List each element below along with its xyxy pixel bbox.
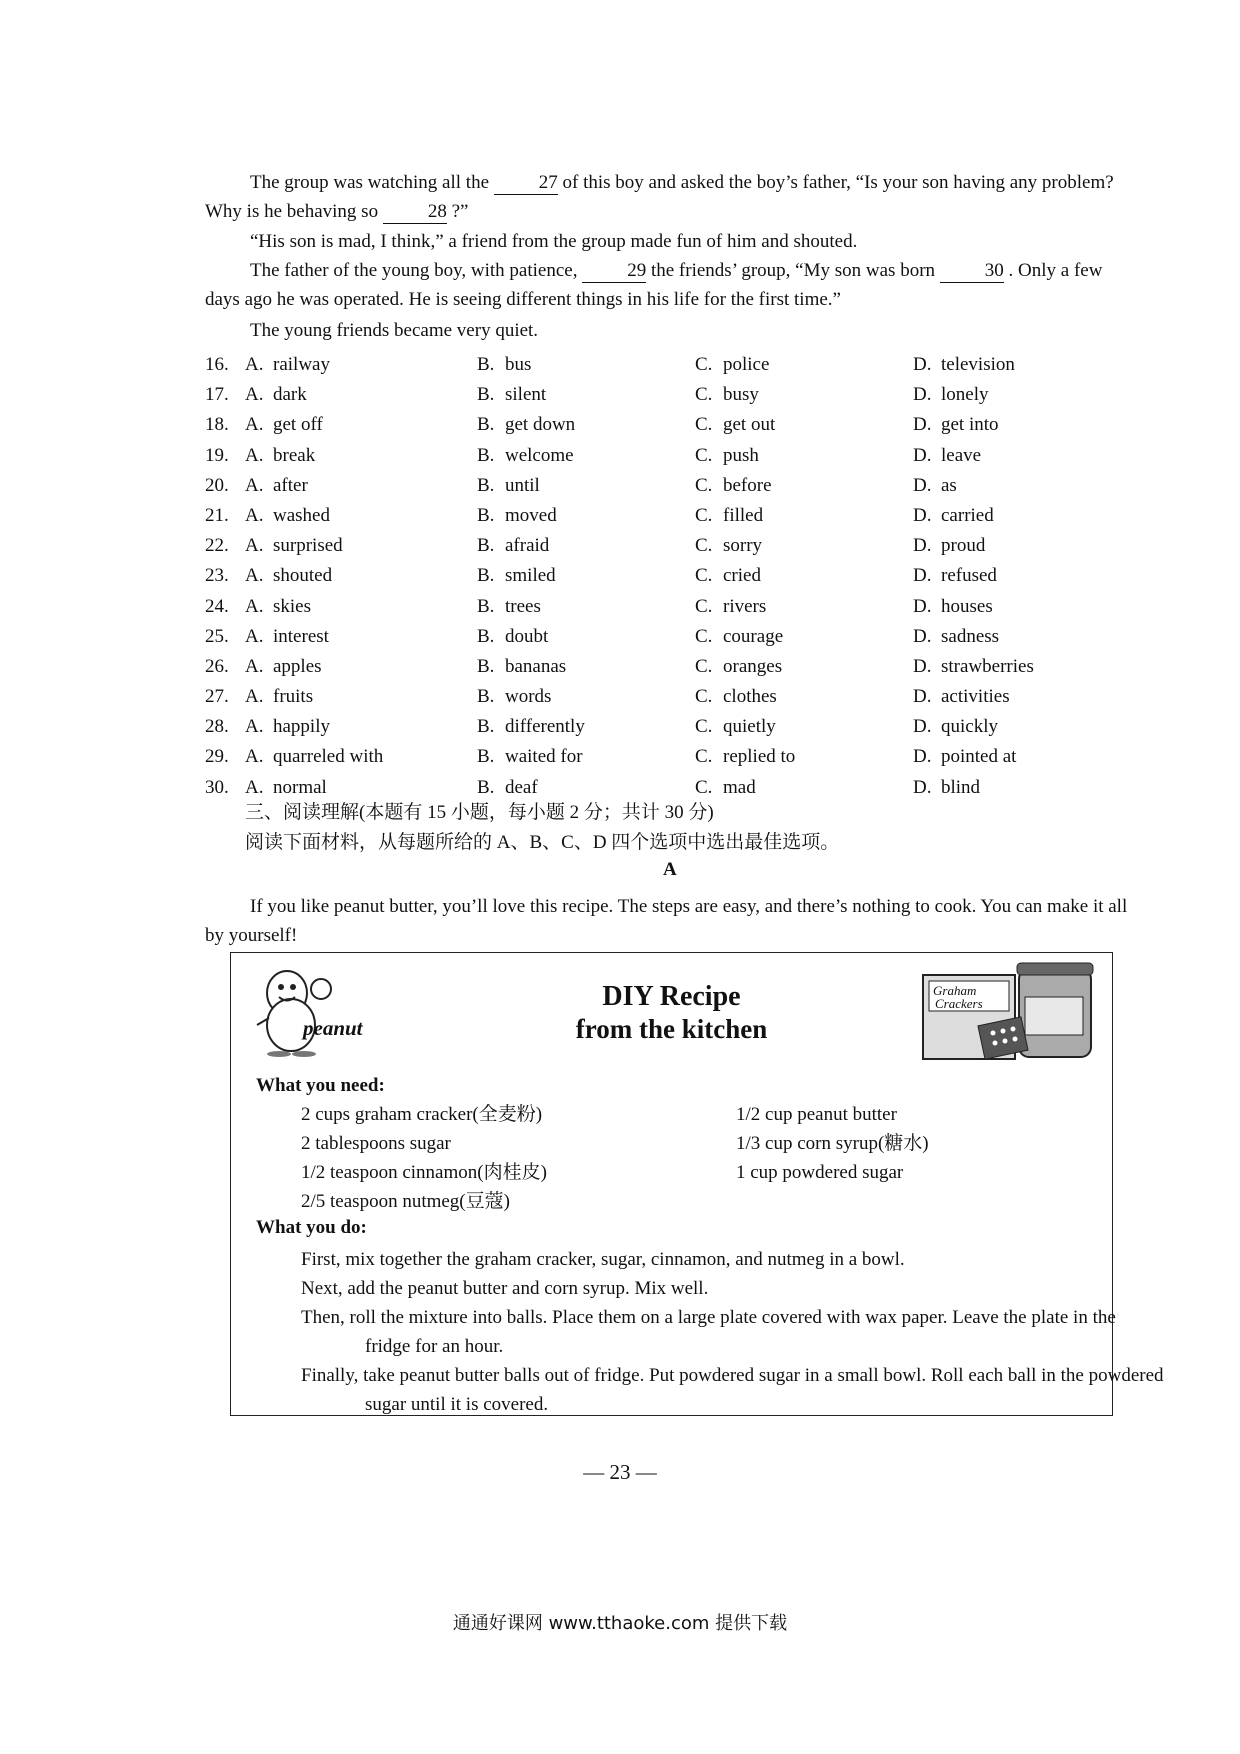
recipe-title: DIY Recipe (602, 981, 741, 1012)
option-text: police (723, 354, 770, 375)
recipe-subtitle: from the kitchen (575, 1014, 768, 1044)
option-letter: B. (477, 444, 495, 466)
answer-option (477, 742, 583, 772)
question-row (205, 471, 1105, 501)
option-letter: A. (245, 595, 264, 617)
answer-option (913, 380, 989, 410)
question-number: 16. (205, 354, 229, 375)
option-text: blind (941, 776, 981, 798)
answer-option (695, 350, 769, 380)
question-row (205, 441, 1105, 471)
passage-paragraph-4: The young friends became very quiet. (250, 320, 539, 341)
answer-option (913, 561, 997, 591)
option-text: carried (941, 504, 994, 526)
ingredient-item: 2 cups graham cracker(全麦粉) (301, 1104, 543, 1125)
section-instruction: 阅读下面材料，从每题所给的 A、B、C、D 四个选项中选出最佳选项。 (245, 832, 840, 853)
question-row (205, 682, 1105, 712)
answer-option (477, 561, 556, 591)
answer-option (913, 773, 980, 803)
question-row (205, 501, 1105, 531)
option-text: get off (273, 414, 323, 436)
option-text: smiled (505, 565, 556, 587)
question-number: 23. (205, 565, 229, 587)
option-text: replied to (723, 746, 796, 768)
option-letter: D. (913, 716, 932, 738)
option-letter: D. (913, 354, 932, 375)
option-text: washed (273, 504, 330, 526)
question-row (205, 380, 1105, 410)
graham-crackers-jar-icon (921, 961, 1096, 1063)
option-letter: C. (695, 776, 713, 798)
box-label: Crackers (935, 996, 983, 1011)
option-letter: C. (695, 655, 713, 677)
answer-option (695, 531, 762, 561)
answer-option (477, 350, 531, 380)
ingredient-item: 1 cup powdered sugar (736, 1162, 904, 1183)
option-letter: D. (913, 686, 932, 708)
answer-option (245, 501, 330, 531)
ingredient-item: 1/3 cup corn syrup(糖水) (736, 1133, 929, 1154)
option-letter: B. (477, 595, 495, 617)
option-text: trees (505, 595, 541, 617)
passage-text: The group was watching all the (250, 172, 490, 193)
option-letter: D. (913, 776, 932, 798)
option-text: refused (941, 565, 997, 587)
answer-option (695, 561, 761, 591)
option-text: proud (941, 535, 986, 557)
option-text: get out (723, 414, 776, 436)
option-text: words (505, 686, 552, 708)
option-letter: A. (245, 776, 264, 798)
question-row (205, 410, 1105, 440)
answer-option (477, 652, 566, 682)
option-text: oranges (723, 655, 783, 677)
answer-option (245, 350, 330, 380)
option-text: lonely (941, 384, 989, 406)
answer-option (245, 742, 383, 772)
passage-paragraph-2: “His son is mad, I think,” a friend from the group made fun of him and shouted. (250, 231, 858, 252)
option-letter: A. (245, 716, 264, 738)
option-letter: C. (695, 444, 713, 466)
option-letter: D. (913, 746, 932, 768)
answer-option (245, 682, 313, 712)
option-text: houses (941, 595, 993, 617)
option-text: surprised (273, 535, 343, 557)
box-label: Graham (933, 983, 977, 998)
answer-option (695, 380, 759, 410)
recipe-step: First, mix together the graham cracker, sugar, cinnamon, and nutmeg in a bowl. (301, 1249, 905, 1270)
answer-option (695, 682, 777, 712)
option-text: quarreled with (273, 746, 384, 768)
answer-option (913, 410, 999, 440)
option-letter: C. (695, 474, 713, 496)
option-text: before (723, 474, 772, 496)
option-text: get into (941, 414, 999, 436)
option-letter: D. (913, 595, 932, 617)
option-letter: B. (477, 504, 495, 526)
option-text: fruits (273, 686, 314, 708)
answer-option (477, 441, 574, 471)
question-number: 30. (205, 776, 229, 798)
option-text: mad (723, 776, 756, 798)
answer-option (477, 501, 557, 531)
answer-option (695, 622, 783, 652)
passage-text: the friends’ group, “My son was born (650, 260, 936, 281)
option-text: break (273, 444, 316, 466)
option-text: busy (723, 384, 759, 406)
answer-option (695, 501, 763, 531)
answer-option (245, 561, 332, 591)
answer-option (245, 622, 329, 652)
option-letter: D. (913, 474, 932, 496)
footer-text: 通通好课网 www.tthaoke.com 提供下载 (452, 1613, 788, 1634)
option-letter: C. (695, 354, 713, 375)
option-letter: B. (477, 716, 495, 738)
option-letter: D. (913, 504, 932, 526)
option-letter: A. (245, 565, 264, 587)
answer-option (695, 652, 782, 682)
option-text: happily (273, 716, 330, 738)
question-number: 29. (205, 746, 229, 768)
option-letter: A. (245, 686, 264, 708)
question-number: 26. (205, 655, 229, 677)
option-text: until (505, 474, 540, 496)
question-row (205, 712, 1105, 742)
option-letter: D. (913, 625, 932, 647)
answer-option (477, 471, 540, 501)
answer-option (245, 410, 323, 440)
option-letter: D. (913, 444, 932, 466)
option-text: dark (273, 384, 307, 406)
question-row (205, 561, 1105, 591)
answer-option (245, 652, 322, 682)
answer-option (477, 531, 549, 561)
option-text: normal (273, 776, 327, 798)
answer-option (245, 471, 308, 501)
option-letter: B. (477, 535, 495, 557)
answer-option (913, 652, 1034, 682)
option-text: filled (723, 504, 764, 526)
option-text: sadness (941, 625, 1000, 647)
answer-option (477, 682, 551, 712)
question-number: 27. (205, 686, 229, 708)
option-letter: C. (695, 535, 713, 557)
option-letter: A. (245, 414, 264, 436)
recipe-step: Finally, take peanut butter balls out of fridge. Put powdered sugar in a small bowl. Roll each ball in the powdered sugar until it is covered. (301, 1365, 1164, 1415)
option-text: skies (273, 595, 311, 617)
option-letter: A. (245, 625, 264, 647)
ingredient-item: 2 tablespoons sugar (301, 1133, 451, 1154)
option-letter: B. (477, 776, 495, 798)
option-text: pointed at (941, 746, 1017, 768)
ingredient-item: 1/2 teaspoon cinnamon(肉桂皮) (301, 1162, 547, 1183)
question-number: 21. (205, 504, 229, 526)
recipe-box (230, 952, 1164, 1416)
answer-option (477, 712, 585, 742)
option-text: rivers (723, 595, 767, 617)
option-text: activities (941, 686, 1010, 708)
answer-option (913, 742, 1016, 772)
question-number: 17. (205, 384, 229, 406)
section-heading: 三、阅读理解(本题有 15 小题，每小题 2 分；共计 30 分) (245, 802, 714, 823)
blank-28: 28 (383, 201, 447, 224)
option-letter: B. (477, 686, 495, 708)
option-text: courage (723, 625, 784, 647)
option-letter: A. (245, 474, 264, 496)
option-letter: A. (245, 746, 264, 768)
answer-option (695, 592, 766, 622)
option-letter: B. (477, 655, 495, 677)
answer-option (695, 441, 759, 471)
option-text: doubt (505, 625, 549, 647)
option-letter: D. (913, 565, 932, 587)
option-text: sorry (723, 535, 763, 557)
question-number: 22. (205, 535, 229, 557)
question-row (205, 622, 1105, 652)
passage-label: A (663, 859, 677, 880)
option-text: deaf (505, 776, 538, 798)
option-text: strawberries (941, 655, 1034, 677)
option-text: apples (273, 655, 322, 677)
option-text: leave (941, 444, 982, 466)
page-number: — 23 — (583, 1460, 657, 1484)
option-letter: B. (477, 354, 495, 375)
answer-option (245, 441, 315, 471)
ingredient-item: 1/2 cup peanut butter (736, 1104, 897, 1125)
option-letter: B. (477, 746, 495, 768)
passage-paragraph-3 (205, 256, 1140, 314)
passage-text: The father of the young boy, with patience, (250, 260, 578, 281)
what-you-do-heading: What you do: (256, 1217, 367, 1238)
option-text: railway (273, 354, 330, 375)
option-text: television (941, 354, 1015, 375)
answer-option (245, 531, 343, 561)
recipe-step: Then, roll the mixture into balls. Place them on a large plate covered with wax paper. Leave the plate in the fridge for an hour. (301, 1307, 1116, 1357)
option-text: bananas (505, 655, 567, 677)
answer-option (913, 350, 1015, 380)
option-letter: D. (913, 655, 932, 677)
answer-option (913, 592, 993, 622)
question-row (205, 742, 1105, 772)
option-letter: C. (695, 595, 713, 617)
option-letter: B. (477, 384, 495, 406)
option-letter: C. (695, 716, 713, 738)
answer-option (913, 622, 999, 652)
option-text: quickly (941, 716, 998, 738)
answer-option (477, 380, 546, 410)
answer-option (913, 682, 1010, 712)
question-number: 20. (205, 474, 229, 496)
question-number: 19. (205, 444, 229, 466)
question-row (205, 350, 1105, 380)
option-text: push (723, 444, 759, 466)
answer-option (695, 410, 775, 440)
option-letter: A. (245, 444, 264, 466)
option-letter: C. (695, 625, 713, 647)
answer-option (695, 742, 795, 772)
answer-option (913, 712, 998, 742)
ingredient-item: 2/5 teaspoon nutmeg(豆蔻) (301, 1191, 510, 1212)
answer-option (695, 471, 772, 501)
answer-option (913, 441, 981, 471)
option-text: shouted (273, 565, 333, 587)
option-letter: A. (245, 535, 264, 557)
question-number: 18. (205, 414, 229, 436)
option-letter: C. (695, 746, 713, 768)
answer-option (245, 380, 307, 410)
option-letter: B. (477, 474, 495, 496)
answer-option (695, 712, 776, 742)
option-text: bus (505, 354, 532, 375)
option-text: after (273, 474, 308, 496)
option-letter: D. (913, 384, 932, 406)
logo-word: peanut (303, 1016, 363, 1040)
passage-paragraph-1 (205, 168, 1140, 226)
question-row (205, 531, 1105, 561)
option-text: silent (505, 384, 547, 406)
answer-option (245, 712, 330, 742)
option-text: get down (505, 414, 576, 436)
option-text: as (941, 474, 957, 496)
option-letter: B. (477, 565, 495, 587)
question-number: 28. (205, 716, 229, 738)
question-row (205, 592, 1105, 622)
option-letter: C. (695, 504, 713, 526)
blank-27: 27 (494, 172, 558, 195)
passage-text: of this boy and asked the boy’s father, “Is your son having any problem? Why is he behaving so (205, 172, 1114, 222)
option-letter: C. (695, 565, 713, 587)
blank-30: 30 (940, 260, 1004, 283)
option-text: interest (273, 625, 329, 647)
question-number: 24. (205, 595, 229, 617)
question-number: 25. (205, 625, 229, 647)
option-letter: D. (913, 535, 932, 557)
option-letter: C. (695, 686, 713, 708)
question-row (205, 652, 1105, 682)
option-text: welcome (505, 444, 574, 466)
option-text: clothes (723, 686, 777, 708)
answer-option (477, 592, 541, 622)
recipe-step: Next, add the peanut butter and corn syrup. Mix well. (301, 1278, 709, 1299)
option-text: waited for (505, 746, 583, 768)
passage-text: . Only a few days ago he was operated. He is seeing different things in his life for the first time.” (205, 260, 1103, 310)
option-letter: A. (245, 655, 264, 677)
answer-option (477, 410, 575, 440)
what-you-need-heading: What you need: (256, 1075, 385, 1096)
answer-option (913, 471, 957, 501)
option-letter: A. (245, 354, 264, 375)
option-letter: B. (477, 625, 495, 647)
answer-option (245, 592, 311, 622)
answer-option (913, 531, 985, 561)
answer-option (477, 622, 548, 652)
option-letter: C. (695, 384, 713, 406)
option-text: afraid (505, 535, 550, 557)
passage-text: ?” (451, 201, 469, 222)
option-text: quietly (723, 716, 776, 738)
blank-29: 29 (582, 260, 646, 283)
option-letter: A. (245, 504, 264, 526)
option-text: cried (723, 565, 761, 587)
question-list (205, 350, 1105, 803)
option-letter: C. (695, 414, 713, 436)
option-text: moved (505, 504, 557, 526)
option-letter: B. (477, 414, 495, 436)
option-letter: D. (913, 414, 932, 436)
recipe-intro: If you like peanut butter, you’ll love this recipe. The steps are easy, and there’s nothing to cook. You can make it all by yourself! (205, 896, 1128, 946)
option-text: differently (505, 716, 585, 738)
answer-option (913, 501, 994, 531)
option-letter: A. (245, 384, 264, 406)
